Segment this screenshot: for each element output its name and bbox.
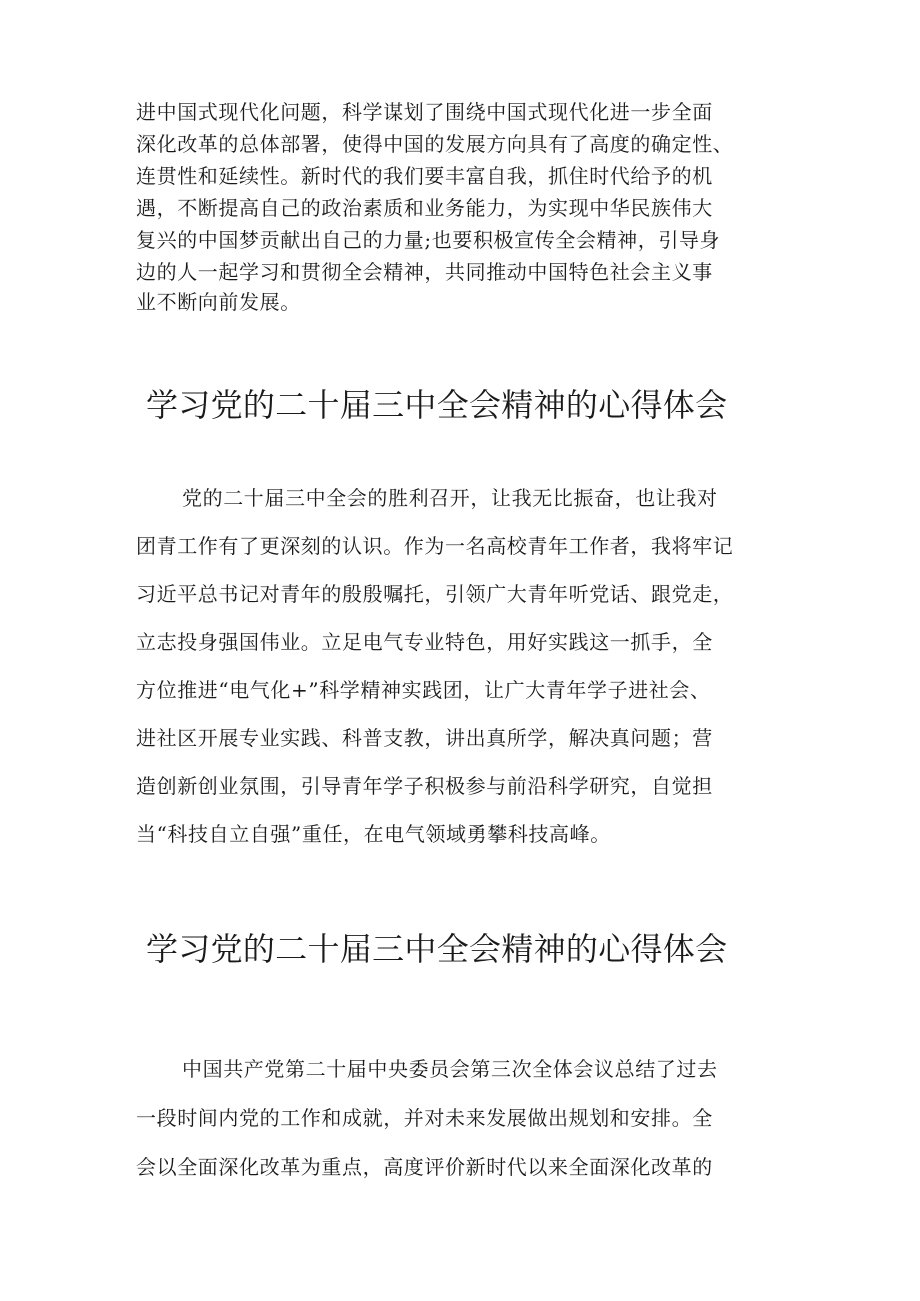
paragraph-line: 进中国式现代化问题，科学谋划了围绕中国式现代化进一步全面: [136, 100, 713, 124]
paragraph-line: 中国共产党第二十届中央委员会第三次全体会议总结了过去: [182, 1057, 718, 1081]
paragraph-line: 深化改革的总体部署，使得中国的发展方向具有了高度的确定性、: [136, 132, 734, 156]
paragraph-line: 造创新创业氛围，引导青年学子积极参与前沿科学研究，自觉担: [136, 774, 713, 798]
paragraph-line: 习近平总书记对青年的殷殷嘱托，引领广大青年听党话、跟党走，: [136, 582, 734, 606]
paragraph-line: 进社区开展专业实践、科普支教，讲出真所学，解决真问题；营: [136, 726, 713, 750]
paragraph-line: 党的二十届三中全会的胜利召开，让我无比振奋，也让我对: [182, 486, 718, 510]
paragraph-line: 立志投身强国伟业。立足电气专业特色，用好实践这一抓手，全: [136, 630, 713, 654]
paragraph-line: 会以全面深化改革为重点，高度评价新时代以来全面深化改革的: [136, 1155, 713, 1179]
paragraph-line: 一段时间内党的工作和成就，并对未来发展做出规划和安排。全: [136, 1106, 713, 1130]
paragraph-line: 当“科技自立自强”重任，在电气领域勇攀科技高峰。: [136, 822, 611, 846]
paragraph-line: 方位推进“电气化+”科学精神实践团，让广大青年学子进社会、: [136, 678, 711, 702]
section-heading: 学习党的二十届三中全会精神的心得体会: [146, 386, 728, 424]
section-heading: 学习党的二十届三中全会精神的心得体会: [146, 930, 728, 968]
paragraph-line: 团青工作有了更深刻的认识。作为一名高校青年工作者，我将牢记: [136, 534, 734, 558]
paragraph-line: 边的人一起学习和贯彻全会精神，共同推动中国特色社会主义事: [136, 260, 713, 284]
paragraph-line: 连贯性和延续性。新时代的我们要丰富自我，抓住时代给予的机: [136, 164, 713, 188]
paragraph-line: 业不断向前发展。: [136, 290, 301, 314]
paragraph-line: 遇，不断提高自己的政治素质和业务能力，为实现中华民族伟大: [136, 196, 713, 220]
paragraph-line: 复兴的中国梦贡献出自己的力量;也要积极宣传全会精神，引导身: [136, 228, 721, 252]
